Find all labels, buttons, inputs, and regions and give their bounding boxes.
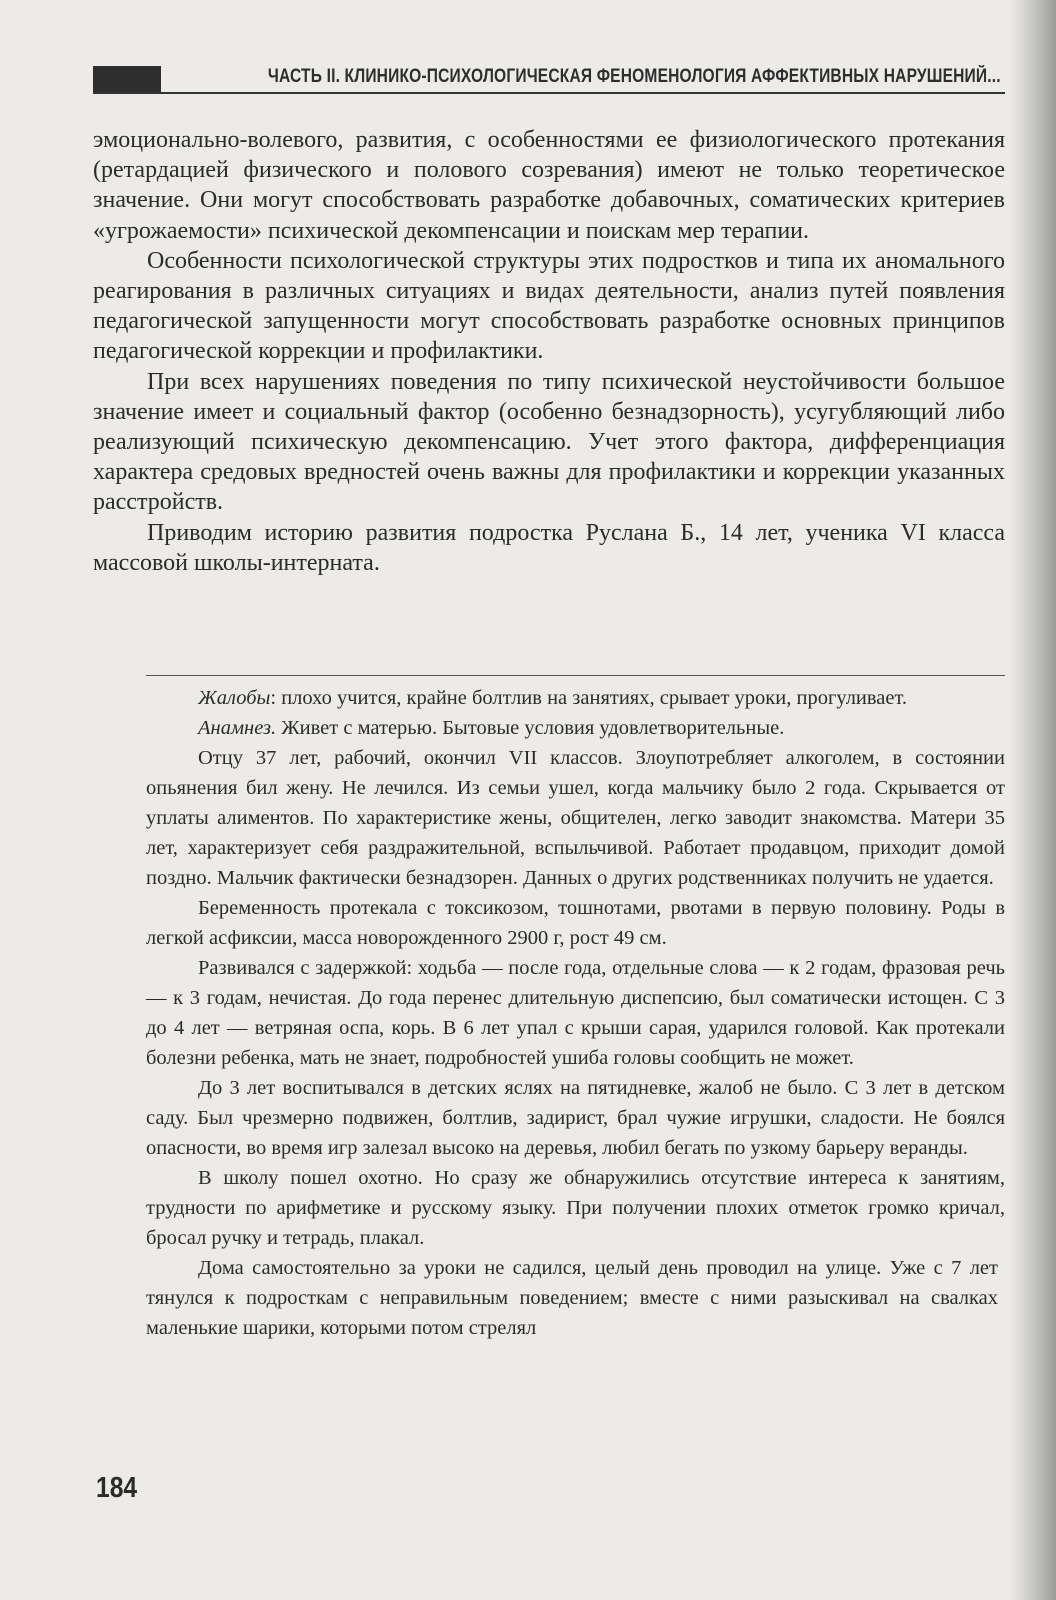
case-home: Дома самостоятельно за уроки не садился, целый день проводил на улице. Уже с 7 лет тянулся к подросткам с неправильным поведением; вместе с ними разыскивал на свалках маленькие шарики, которыми потом стрелял xyxy=(146,1257,998,1339)
case-pregnancy: Беременность протекала с токсикозом, тошнотами, рвотами в первую половину. Роды в легкой асфиксии, масса новорожденного 2900 г, рост 49 см. xyxy=(146,897,1005,949)
running-header-title: ЧАСТЬ II. КЛИНИКО-ПСИХОЛОГИЧЕСКАЯ ФЕНОМЕНОЛОГИЯ АФФЕКТИВНЫХ НАРУШЕНИЙ... xyxy=(268,66,1001,87)
case-nursery: До 3 лет воспитывался в детских яслях на пятидневке, жалоб не было. С 3 лет в детском саду. Был чрезмерно подвижен, болтлив, задирист, брал чужие игрушки, сладости. Не боялся опасности, во время игр залезал высоко на деревья, любил бегать по узкому барьеру веранды. xyxy=(146,1077,1005,1159)
page-edge-shadow xyxy=(1010,0,1056,1600)
complaints-text: : плохо учится, крайне болтлив на занятиях, срывает уроки, прогуливает. xyxy=(270,687,908,709)
paragraph-continuation: эмоционально-волевого, развития, с особенностями ее физиологического протекания (ретардацией физического и полового созревания) имеют не только теоретическое значение. Они могут способствовать разработке добавочных, соматических критериев «угрожаемости» психической декомпенсации и поискам мер терапии. xyxy=(93,127,1005,244)
case-school: В школу пошел охотно. Но сразу же обнаружились отсутствие интереса к занятиям, трудности по арифметике и русскому языку. При получении плохих отметок громко кричал, бросал ручку и тетрадь, плакал. xyxy=(146,1167,1005,1249)
case-development: Развивался с задержкой: ходьба — после года, отдельные слова — к 2 годам, фразовая речь — к 3 годам, нечистая. До года перенес длительную диспепсию, был соматически истощен. С 3 до 4 лет — ветряная оспа, корь. В 6 лет упал с крыши сарая, ударился головой. Как протекали болезни ребенка, мать не знает, подробностей ушиба головы сообщить не может. xyxy=(146,957,1005,1069)
running-header xyxy=(93,64,1005,94)
paragraph-social-factor: При всех нарушениях поведения по типу психической неустойчивости большое значение имеет и социальный фактор (особенно безнадзорность), усугубляющий либо реализующий психическую декомпенсацию. Учет этого фактора, дифференциация характера средовых вредностей очень важны для профилактики и коррекции указанных расстройств. xyxy=(93,368,1005,516)
anamnesis-label: Анамнез. xyxy=(198,717,277,739)
case-family: Отцу 37 лет, рабочий, окончил VII классов. Злоупотребляет алкоголем, в состоянии опьянения бил жену. Не лечился. Из семьи ушел, когда мальчику было 2 года. Скрывается от уплаты алиментов. По характеристике жены, общителен, легко заводит знакомства. Матери 35 лет, характеризует себя раздражительной, вспыльчивой. Работает продавцом, приходит домой поздно. Мальчик фактически безнадзорен. Данных о других родственниках получить не удается. xyxy=(146,747,1005,889)
paragraph-case-intro: Приводим историю развития подростка Руслана Б., 14 лет, ученика VI класса массовой школы-интерната. xyxy=(93,519,1005,576)
complaints-label: Жалобы xyxy=(198,687,271,709)
anamnesis-text: Живет с матерью. Бытовые условия удовлетворительные. xyxy=(276,717,785,739)
header-rule xyxy=(93,92,1005,94)
case-history xyxy=(146,683,1005,1343)
paragraph-psychological-structure: Особенности психологической структуры этих подростков и типа их аномального реагирования в различных ситуациях и видах деятельности, анализ путей появления педагогической запущенности могут способствовать разработке основных принципов педагогической коррекции и профилактики. xyxy=(93,247,1005,365)
page-number: 184 xyxy=(96,1472,138,1504)
main-text xyxy=(93,125,1005,578)
case-anamnesis xyxy=(146,713,1005,743)
case-divider xyxy=(146,675,1005,676)
case-complaints xyxy=(146,683,1005,713)
header-black-block xyxy=(93,66,161,92)
